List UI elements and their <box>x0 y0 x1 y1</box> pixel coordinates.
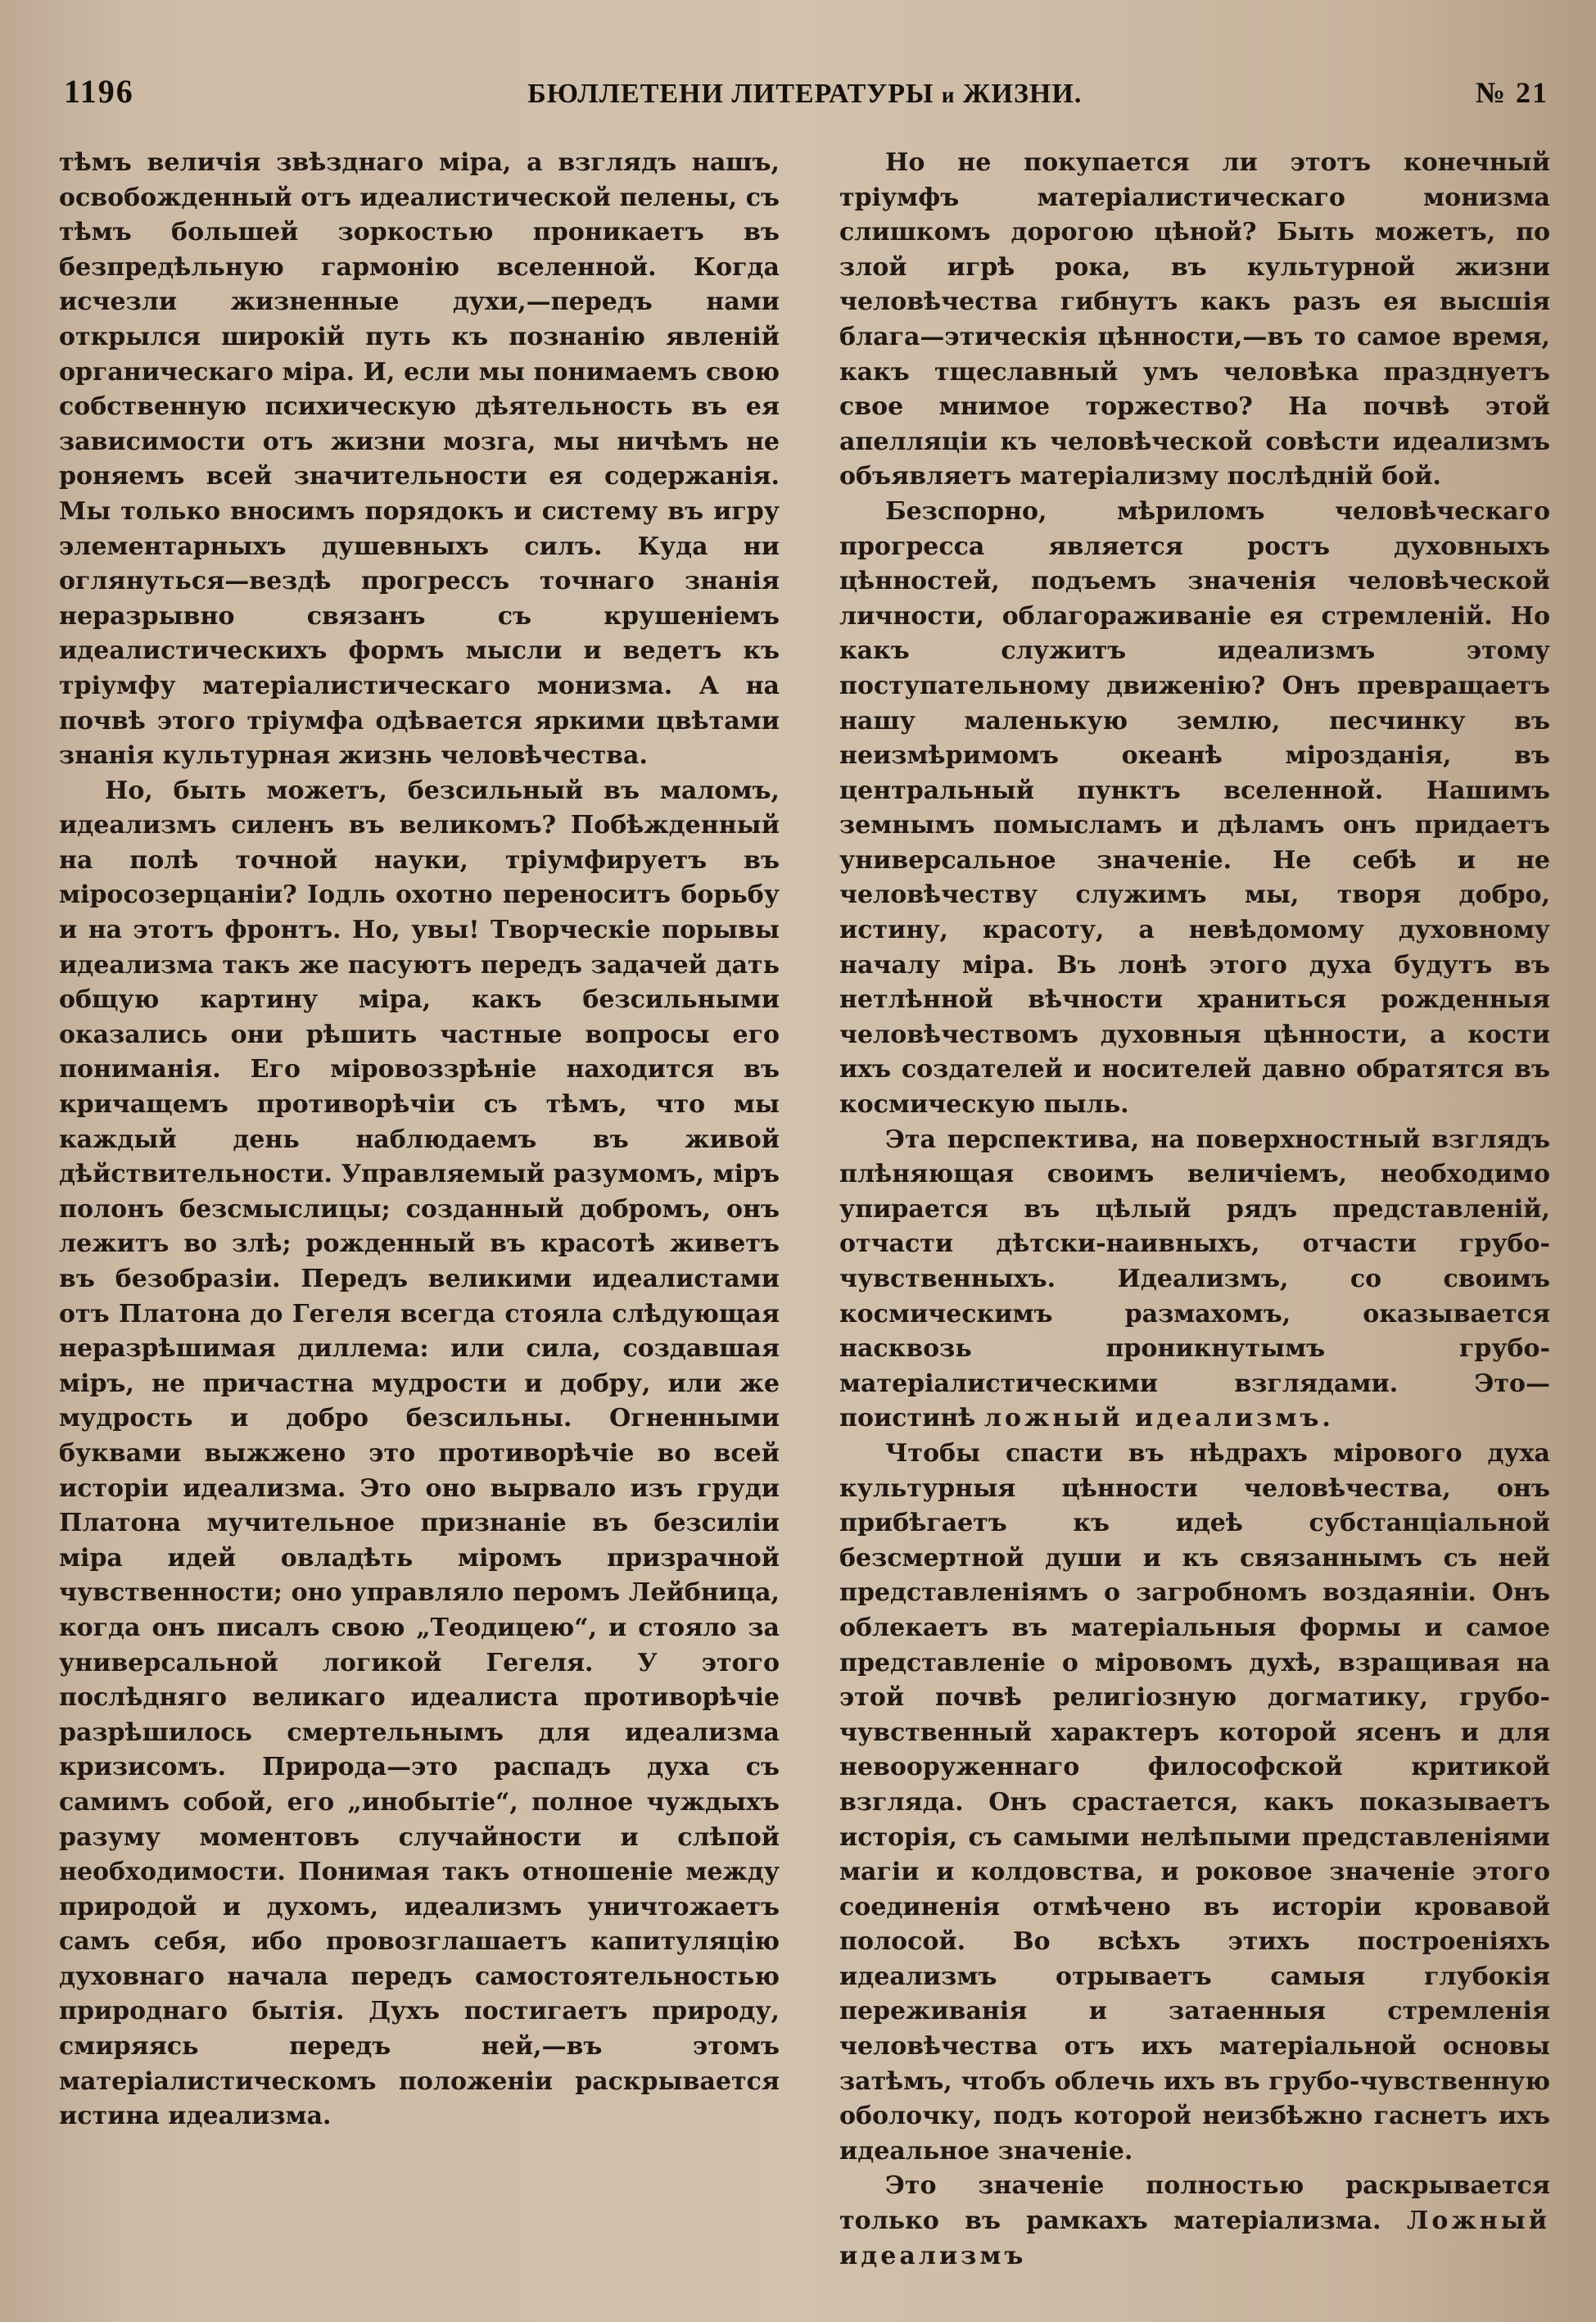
right-paragraph-3-spaced-text: ложный идеализмъ. <box>983 1404 1334 1433</box>
journal-title <box>527 79 1082 110</box>
right-paragraph-5-spaced-text: Ложный идеализмъ <box>839 2207 1550 2270</box>
journal-title-part-2: ЖИЗНИ. <box>962 79 1083 109</box>
right-paragraph-5-text: Это значеніе полностью раскрывается только въ рамкахъ матеріализма. <box>839 2171 1550 2236</box>
left-paragraph-1: тѣмъ величія звѣзднаго міра, а взглядъ нашъ, освобожденный отъ идеалистической пелены, съ тѣмъ большей зоркостью проникаетъ въ безпредѣльную гармонію вселенной. Когда исчезли жизненные духи,—передъ нами открылся широкій путь къ познанію явленій органическаго міра. И, если мы понимаемъ свою собственную психическую дѣятельность въ ея зависимости отъ жизни мозга, мы ничѣмъ не роняемъ всей значительности ея содержанія. Мы только вносимъ порядокъ и систему въ игру элементарныхъ душевныхъ силъ. Куда ни оглянуться—вездѣ прогрессъ точнаго знанія неразрывно связанъ съ крушеніемъ идеалистическихъ формъ мысли и ведетъ къ тріумфу матеріалистическаго монизма. А на почвѣ этого тріумфа одѣвается яркими цвѣтами знанія культурная жизнь человѣчества. <box>59 148 780 771</box>
right-paragraph-1: Но не покупается ли этотъ конечный тріумфъ матеріалистическаго монизма слишкомъ дорогою цѣной? Быть можетъ, по злой игрѣ рока, въ культурной жизни человѣчества гибнутъ какъ разъ ея высшія блага—этическія цѣнности,—въ то самое время, какъ тщеславный умъ человѣка празднуетъ свое мнимое торжество? На почвѣ этой апелляціи къ человѣческой совѣсти идеализмъ объявляетъ матеріализму послѣдній бой. <box>839 148 1550 491</box>
journal-title-part-1: БЮЛЛЕТЕНИ ЛИТЕРАТУРЫ <box>527 79 934 109</box>
issue-number: № 21 <box>1475 76 1549 109</box>
right-paragraph-3 <box>839 1123 1550 1437</box>
right-paragraph-3-text: Эта перспектива, на поверхностный взглядъ плѣняющая своимъ величіемъ, необходимо упирается въ цѣлый рядъ представленій, отчасти дѣтски-наивныхъ, отчасти грубо-чувственныхъ. Идеализмъ, со своимъ космическимъ размахомъ, оказывается насквозь проникнутымъ грубо-матеріалистическими взглядами. Это—поистинѣ <box>839 1125 1550 1433</box>
left-paragraph-2: Но, быть можетъ, безсильный въ маломъ, идеализмъ силенъ въ великомъ? Побѣжденный на полѣ точной науки, тріумфируетъ въ міросозерцаніи? Іодль охотно переноситъ борьбу и на этотъ фронтъ. Но, увы! Творческіе порывы идеализма такъ же пасуютъ передъ задачей дать общую картину міра, какъ безсильными оказались они рѣшить частные вопросы его пониманія. Его міровоззрѣніе находится въ кричащемъ противорѣчіи съ тѣмъ, что мы каждый день наблюдаемъ въ живой дѣйствительности. Управляемый разумомъ, міръ полонъ безсмыслицы; созданный добромъ, онъ лежитъ во злѣ; рожденный въ красотѣ живетъ въ безобразіи. Передъ великими идеалистами отъ Платона до Гегеля всегда стояла слѣдующая неразрѣшимая диллема: или сила, создавшая міръ, не причастна мудрости и добру, или же мудрость и добро безсильны. Огненными буквами выжжено это противорѣчіе во всей исторіи идеализма. Это оно вырвало изъ груди Платона мучительное признаніе въ безсиліи міра идей овладѣть міромъ призрачной чувственности; оно управляло перомъ Лейбница, когда онъ писалъ свою „Теодицею“, и стояло за универсальной логикой Гегеля. У этого послѣдняго великаго идеалиста противорѣчіе разрѣшилось смертельнымъ для идеализма кризисомъ. Природа—это распадъ духа съ самимъ собой, его „инобытіе“, полное чуждыхъ разуму моментовъ случайности и слѣпой необходимости. Понимая такъ отношеніе между природой и духомъ, идеализмъ уничтожаетъ самъ себя, ибо провозглашаетъ капитуляцію духовнаго начала передъ самостоятельностью природнаго бытія. Духъ постигаетъ природу, смиряясь передъ ней,—въ этомъ матеріалистическомъ положеніи раскрывается истина идеализма. <box>59 776 780 2131</box>
right-column <box>839 146 1550 2274</box>
journal-title-conjunction: и <box>941 83 956 107</box>
page-number: 1196 <box>64 73 134 110</box>
right-paragraph-4: Чтобы спасти въ нѣдрахъ мірового духа культурныя цѣнности человѣчества, онъ прибѣгаетъ къ идеѣ субстанціальной безсмертной души и къ связаннымъ съ ней представленіямъ о загробномъ воздаяніи. Онъ облекаетъ въ матеріальныя формы и самое представленіе о міровомъ духѣ, взращивая на этой почвѣ религіозную догматику, грубо-чувственный характеръ которой ясенъ и для невооруженнаго философской критикой взгляда. Онъ срастается, какъ показываетъ исторія, съ самыми нелѣпыми представленіями магіи и колдовства, и роковое значеніе этого соединенія отмѣчено въ исторіи кровавой полосой. Во всѣхъ этихъ построеніяхъ идеализмъ отрываетъ самыя глубокія переживанія и затаенныя стремленія человѣчества отъ ихъ матеріальной основы затѣмъ, чтобъ облечь ихъ въ грубо-чувственную оболочку, подъ которой неизбѣжно гаснетъ ихъ идеальное значеніе. <box>839 1438 1550 2166</box>
right-paragraph-5 <box>839 2169 1550 2274</box>
left-column <box>59 146 780 2134</box>
right-paragraph-2: Безспорно, мѣриломъ человѣческаго прогресса является ростъ духовныхъ цѣнностей, подъемъ значенія человѣческой личности, облагораживаніе ея стремленій. Но какъ служитъ идеализмъ этому поступательному движенію? Онъ превращаетъ нашу маленькую землю, песчинку въ неизмѣримомъ океанѣ мірозданія, въ центральный пунктъ вселенной. Нашимъ земнымъ помысламъ и дѣламъ онъ придаетъ универсальное значеніе. Не себѣ и не человѣчеству служимъ мы, творя добро, истину, красоту, а невѣдомому духовному началу міра. Въ лонѣ этого духа будутъ въ нетлѣнной вѣчности храниться рожденныя человѣчествомъ духовныя цѣнности, а кости ихъ создателей и носителей давно обратятся въ космическую пыль. <box>839 496 1550 1120</box>
page-header <box>64 72 1549 121</box>
